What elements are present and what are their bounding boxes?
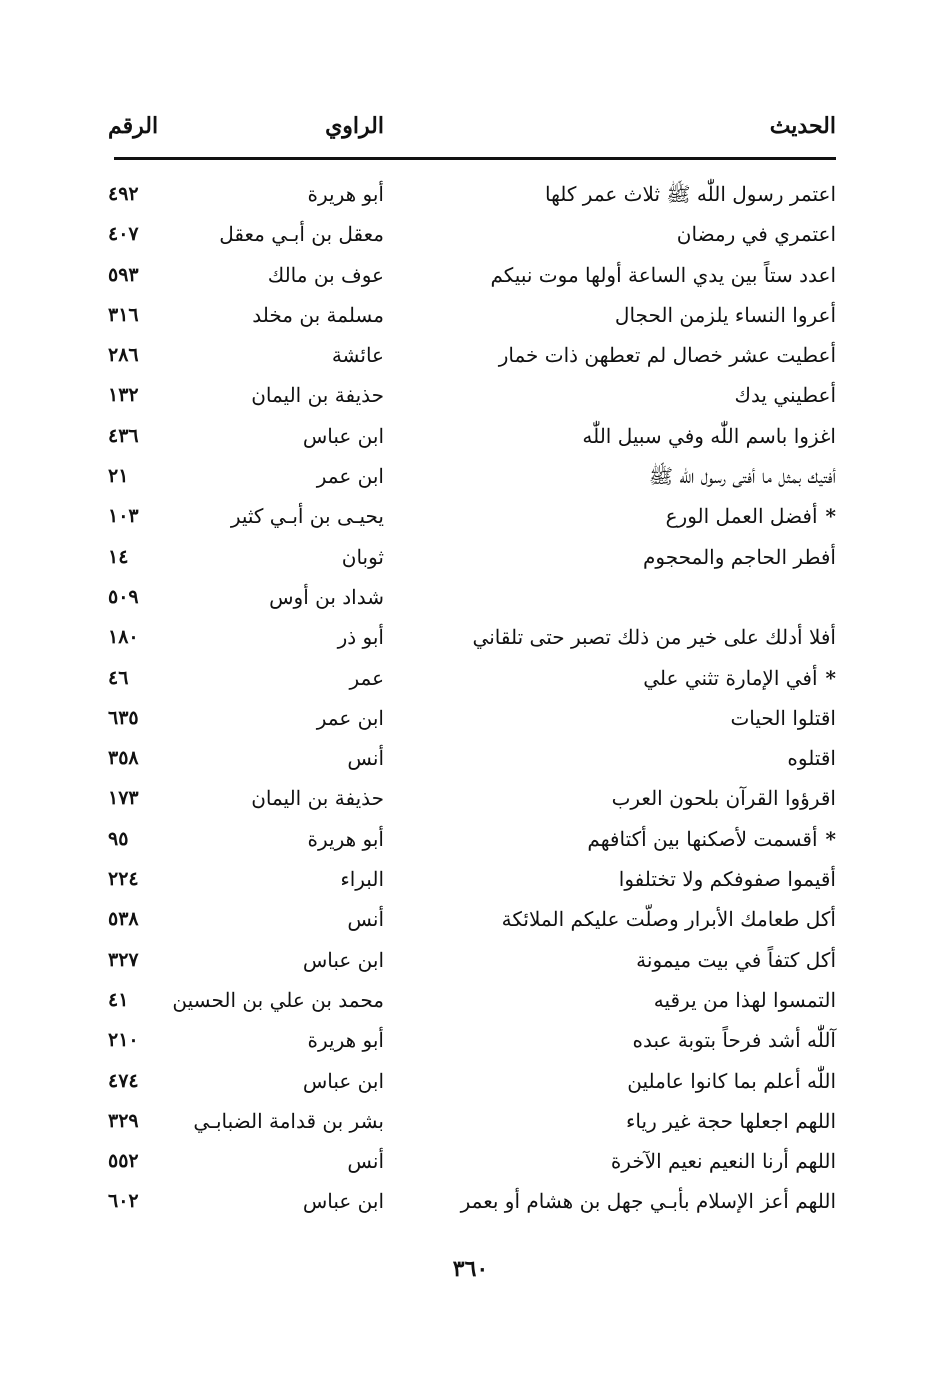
narrator-name: عوف بن مالك	[267, 262, 384, 287]
hadith-text	[615, 296, 836, 334]
hadith-number: ٣٢٩	[108, 1109, 139, 1132]
hadith-text-content: أفطر الحاجم والمحجوم	[642, 544, 836, 569]
hadith-text	[643, 538, 836, 576]
hadith-number: ٤١	[108, 988, 129, 1011]
hadith-text	[677, 215, 836, 253]
column-header-narrator: الراوي	[325, 113, 384, 139]
table-row	[108, 497, 836, 537]
narrator-name: ابن عمر	[316, 705, 384, 730]
table-row	[108, 820, 836, 860]
hadith-text	[587, 820, 836, 858]
hadith-text-content: أقسمت لأصكنها بين أكتافهم	[587, 826, 818, 851]
narrator-name: مسلمة بن مخلد	[252, 302, 384, 327]
narrator-name: أبو هريرة	[307, 826, 384, 851]
hadith-text	[611, 1142, 836, 1180]
table-row	[108, 659, 836, 699]
page-number: ٣٦٠	[452, 1256, 489, 1282]
hadith-number: ٢٢٤	[108, 868, 139, 891]
hadith-number: ٢١	[108, 465, 129, 488]
hadith-number: ٤٩٢	[108, 183, 139, 205]
table-row	[108, 457, 836, 497]
narrator-name: ابن عباس	[302, 423, 384, 448]
hadith-text	[787, 739, 836, 777]
narrator-name: أنس	[347, 907, 384, 932]
hadith-number: ٩٥	[108, 827, 129, 850]
hadith-text-content: أعطيت عشر خصال لم تعطهن ذات خمار	[498, 343, 836, 368]
hadith-index-table	[108, 175, 836, 1223]
table-row	[108, 739, 836, 779]
star-marker: *	[825, 504, 836, 529]
hadith-text-content: اغزوا باسم اللّٰه وفي سبيل اللّٰه	[582, 423, 836, 448]
table-row	[108, 1182, 836, 1222]
table-row	[108, 175, 836, 215]
star-marker: *	[825, 665, 836, 690]
hadith-text-content: أقيموا صفوفكم ولا تختلفوا	[618, 867, 836, 892]
narrator-name: محمد بن علي بن الحسين	[172, 987, 384, 1012]
hadith-text-content: التمسوا لهذا من يرقيه	[653, 987, 836, 1012]
table-row	[108, 538, 836, 578]
narrator-name: ابن عمر	[316, 464, 384, 489]
hadith-text	[643, 659, 836, 697]
hadith-text	[499, 336, 836, 374]
hadith-text-content: آللّٰه أشد فرحاً بتوبة عبده	[632, 1028, 836, 1053]
hadith-text	[633, 1021, 836, 1059]
table-row	[108, 417, 836, 457]
narrator-name: بشر بن قدامة الضبابـي	[193, 1108, 384, 1133]
table-row	[108, 860, 836, 900]
hadith-text-content: أعطيني يدك	[734, 383, 836, 408]
hadith-text-content: أفي الإمارة تثني علي	[643, 665, 818, 690]
table-row	[108, 981, 836, 1021]
hadith-number: ٣٥٨	[108, 747, 139, 770]
table-header	[108, 108, 836, 148]
hadith-number: ٥٥٢	[108, 1150, 139, 1173]
hadith-text-content: اقتلوه	[787, 746, 836, 771]
hadith-text	[582, 417, 836, 455]
hadith-text-content: اقرؤوا القرآن بلحون العرب	[611, 786, 836, 811]
hadith-text	[666, 497, 836, 535]
narrator-name: معقل بن أبـي معقل	[219, 222, 384, 247]
narrator-name: يحيـى بن أبـي كثير	[230, 504, 384, 529]
narrator-name: أبو ذر	[337, 625, 384, 650]
star-marker: *	[825, 826, 836, 851]
hadith-number: ١٨٠	[108, 626, 139, 649]
hadith-text-content: أكل طعامك الأبرار وصلّت عليكم الملائكة	[501, 907, 836, 932]
hadith-text-content: أفضل العمل الورع	[665, 504, 818, 529]
narrator-name: شداد بن أوس	[269, 584, 384, 609]
narrator-name: حذيفة بن اليمان	[251, 786, 384, 811]
hadith-text-content: اللهم أعز الإسلام بأبـي جهل بن هشام أو بعمر	[460, 1189, 836, 1214]
hadith-text-content: اعتمر رسول اللّٰه ﷺ ثلاث عمر كلها	[544, 182, 836, 206]
table-row	[108, 941, 836, 981]
hadith-text	[490, 256, 836, 294]
table-row	[108, 779, 836, 819]
hadith-text-content: اللّٰه أعلم بما كانوا عاملين	[627, 1068, 836, 1093]
hadith-text	[734, 376, 836, 414]
hadith-number: ٦٣٥	[108, 706, 139, 729]
table-row	[108, 900, 836, 940]
hadith-text	[654, 981, 836, 1019]
table-row	[108, 336, 836, 376]
hadith-number: ٤٠٧	[108, 223, 139, 246]
hadith-text	[627, 1062, 836, 1100]
table-row	[108, 699, 836, 739]
narrator-name: أبو هريرة	[307, 1028, 384, 1053]
hadith-number: ٢١٠	[108, 1029, 139, 1052]
table-row	[108, 1062, 836, 1102]
narrator-name: ابن عباس	[302, 1189, 384, 1214]
table-row	[108, 1102, 836, 1142]
narrator-name: البراء	[340, 867, 384, 892]
hadith-number: ٢٨٦	[108, 344, 139, 367]
hadith-number: ٦٠٢	[108, 1190, 139, 1213]
hadith-text	[636, 941, 836, 979]
header-divider	[114, 157, 836, 160]
hadith-text	[502, 900, 836, 938]
hadith-text	[612, 779, 836, 817]
table-row	[108, 578, 836, 618]
hadith-text	[626, 1102, 836, 1140]
hadith-number: ٣٢٧	[108, 948, 139, 971]
table-row	[108, 215, 836, 255]
hadith-text	[461, 1182, 836, 1220]
hadith-text-content: أعروا النساء يلزمن الحجال	[614, 302, 836, 327]
hadith-text	[545, 175, 836, 213]
hadith-number: ٤٦	[108, 666, 129, 689]
hadith-number: ٥٣٨	[108, 908, 139, 931]
narrator-name: ابن عباس	[302, 947, 384, 972]
hadith-text-content: اعتمري في رمضان	[676, 222, 836, 247]
narrator-name: أنس	[347, 1149, 384, 1174]
narrator-name: أنس	[347, 746, 384, 771]
hadith-text-content: اللهم اجعلها حجة غير رياء	[626, 1108, 836, 1133]
hadith-text-content: أفلا أدلك على خير من ذلك تصبر حتى تلقاني	[472, 625, 836, 650]
hadith-number: ١٣٢	[108, 384, 139, 407]
hadith-number: ١٠٣	[108, 505, 139, 528]
column-header-number: الرقم	[108, 113, 159, 139]
hadith-text	[473, 618, 836, 656]
narrator-name: ابن عباس	[302, 1068, 384, 1093]
table-row	[108, 376, 836, 416]
hadith-text-content: اللهم أرنا النعيم نعيم الآخرة	[610, 1149, 836, 1174]
table-row	[108, 618, 836, 658]
narrator-name: أبو هريرة	[307, 182, 384, 206]
hadith-number: ٥٩٣	[108, 263, 139, 286]
table-row	[108, 1142, 836, 1182]
hadith-text-content: اقتلوا الحيات	[730, 705, 836, 730]
hadith-text	[649, 457, 836, 495]
narrator-name: ثوبان	[341, 544, 384, 569]
hadith-number: ٤٣٦	[108, 424, 139, 447]
hadith-text-content: أفتيك بمثل ما أفتى رسول اللّٰه ﷺ	[648, 464, 836, 489]
hadith-number: ١٤	[108, 545, 129, 568]
hadith-number: ٥٠٩	[108, 585, 139, 608]
hadith-number: ١٧٣	[108, 787, 139, 810]
narrator-name: عائشة	[331, 343, 384, 368]
narrator-name: عمر	[349, 665, 384, 690]
table-row	[108, 296, 836, 336]
hadith-text	[730, 699, 836, 737]
narrator-name: حذيفة بن اليمان	[251, 383, 384, 408]
hadith-text-content: أكل كتفاً في بيت ميمونة	[636, 947, 836, 972]
hadith-number: ٣١٦	[108, 303, 139, 326]
column-header-hadith: الحديث	[769, 113, 836, 139]
hadith-text	[619, 860, 836, 898]
table-row	[108, 256, 836, 296]
table-row	[108, 1021, 836, 1061]
hadith-text-content: اعدد ستاً بين يدي الساعة أولها موت نبيكم	[490, 262, 836, 287]
hadith-number: ٤٧٤	[108, 1069, 139, 1092]
